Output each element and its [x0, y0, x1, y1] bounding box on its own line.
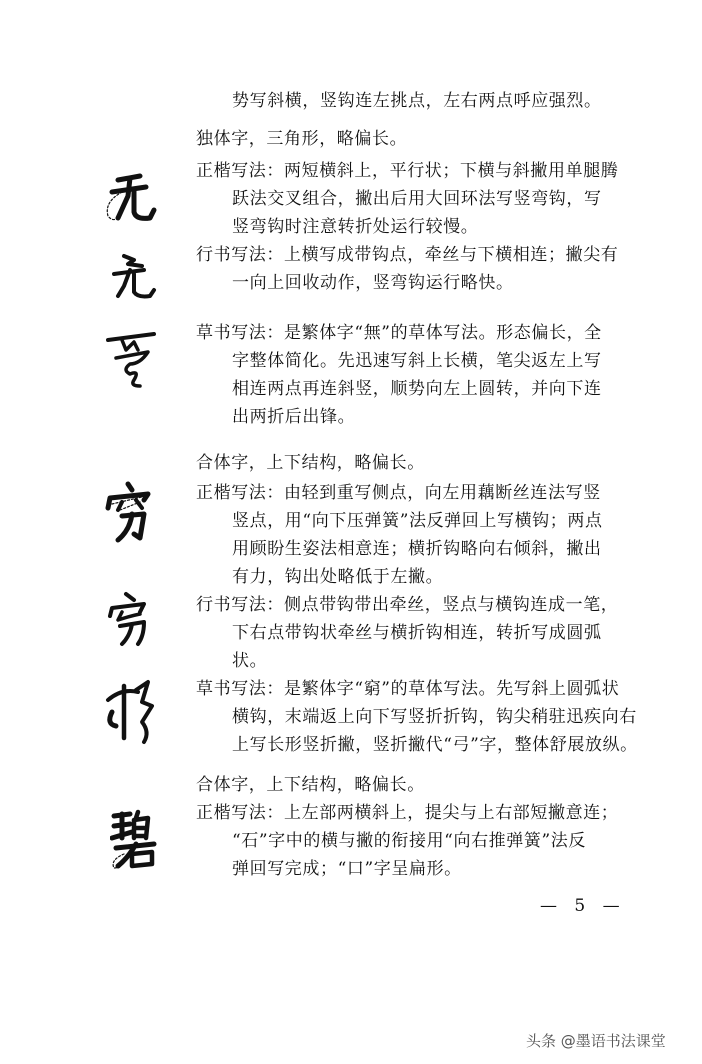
wu-xingshu-glyph-icon: [100, 252, 162, 302]
entry-qiong-kaishu-text: 正楷写法：由轻到重写侧点，向左用藕断丝连法写竖: [196, 483, 601, 503]
entry-wu-xingshu-text: 行书写法：上横写成带钩点，牵丝与下横相连；撇尖有: [196, 245, 619, 265]
entry-wu-caoshu-text-cont: 字整体简化。先迅速写斜上长横，笔尖返左上写: [232, 351, 602, 371]
entry-wu-caoshu-text-cont: 相连两点再连斜竖，顺势向左上圆转，并向下连: [232, 379, 602, 399]
entry-qiong-xingshu-text-cont: 下右点带钩状牵丝与横折钩相连，转折写成圆弧: [232, 623, 602, 643]
carryover-text: 势写斜横，竖钩连左挑点，左右两点呼应强烈。: [232, 91, 602, 111]
entry-bi-kaishu-text-cont: 弹回写完成；“口”字呈扁形。: [232, 859, 462, 879]
entry-qiong-caoshu-text-cont: 横钩，末端返上向下写竖折折钩，钩尖稍驻迅疾向右: [232, 707, 637, 727]
page-number: — 5 —: [540, 896, 626, 916]
entry-qiong-structure: 合体字，上下结构，略偏长。: [196, 453, 425, 473]
qiong-xingshu-glyph-icon: [100, 590, 162, 650]
entry-qiong-caoshu-text-cont: 上写长形竖折撇，竖折撇代“弓”字，整体舒展放纵。: [232, 735, 638, 755]
entry-qiong-xingshu-text: 行书写法：侧点带钩带出牵丝，竖点与横钩连成一笔，: [196, 595, 619, 615]
bi-kaishu-glyph-icon: [110, 806, 170, 870]
entry-bi-kaishu-text: 正楷写法：上左部两横斜上，提尖与上右部短撇意连；: [196, 803, 619, 823]
entry-qiong-kaishu-text-cont: 用顾盼生姿法相意连；横折钩略向右倾斜，撇出: [232, 539, 602, 559]
wu-caoshu-glyph-icon: [100, 330, 162, 390]
entry-qiong-caoshu-text: 草书写法：是繁体字“窮”的草体写法。先写斜上圆弧状: [196, 679, 620, 699]
entry-wu-structure: 独体字，三角形，略偏长。: [196, 129, 408, 149]
entry-wu-kaishu-text-cont: 跃法交叉组合，撇出后用大回环法写竖弯钩，写: [232, 189, 602, 209]
entry-qiong-kaishu-text-cont: 有力，钩出处略低于左撇。: [232, 567, 444, 587]
entry-bi-kaishu-text-cont: “石”字中的横与撇的衔接用“向右推弹簧”法反: [232, 831, 586, 851]
entry-wu-kaishu-text-cont: 竖弯钩时注意转折处运行较慢。: [232, 217, 479, 237]
entry-qiong-kaishu-text-cont: 竖点，用“向下压弹簧”法反弹回上写横钩；两点: [232, 511, 603, 531]
source-watermark: 头条 @墨语书法课堂: [526, 1032, 666, 1050]
entry-wu-caoshu-text-cont: 出两折后出锋。: [232, 407, 356, 427]
entry-qiong-xingshu-text-cont: 状。: [232, 651, 268, 671]
wu-kaishu-glyph-icon: [100, 168, 162, 226]
entry-bi-structure: 合体字，上下结构，略偏长。: [196, 775, 425, 795]
entry-wu-caoshu-text: 草书写法：是繁体字“無”的草体写法。形态偏长，全: [196, 323, 602, 343]
qiong-kaishu-glyph-icon: [100, 480, 162, 546]
entry-wu-kaishu-text: 正楷写法：两短横斜上，平行状；下横与斜撇用单腿腾: [196, 161, 619, 181]
entry-wu-xingshu-text-cont: 一向上回收动作，竖弯钩运行略快。: [232, 273, 514, 293]
qiong-caoshu-glyph-icon: [98, 672, 164, 748]
